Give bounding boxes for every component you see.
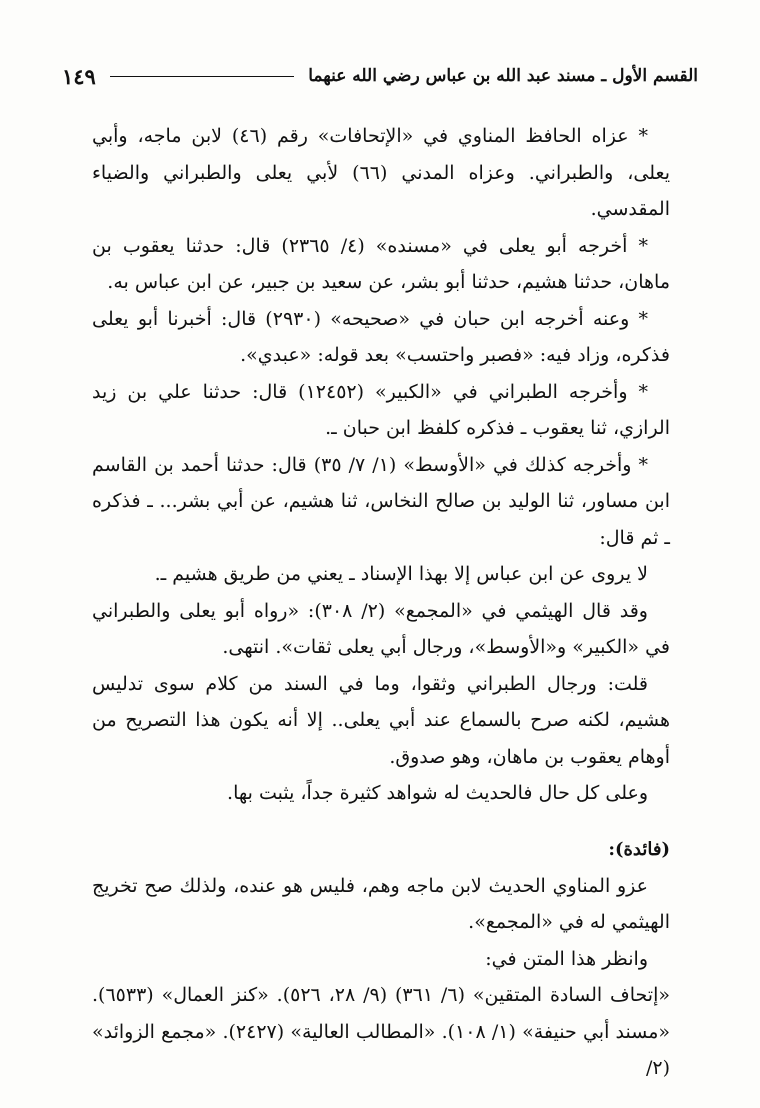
faida-label: (فائدة): bbox=[608, 838, 670, 860]
faida-paragraph-3: «إتحاف السادة المتقين» (٦/ ٣٦١) (٩/ ٢٨، ٥٢٦). «كنز العمال» (٦٥٣٣). «مسند أبي حنيفة» (١/ ١٠٨). «المطالب العالية» (٢٤٢٧). «مجمع الزوائد» (٢/ bbox=[92, 984, 671, 1079]
paragraph-7: وقد قال الهيثمي في «المجمع» (٢/ ٣٠٨): «رواه أبو يعلى والطبراني في «الكبير» و«الأوسط»، ورجال أبي يعلى ثقات». انتهى. bbox=[92, 599, 670, 658]
page-body bbox=[92, 118, 670, 1087]
header-rule bbox=[110, 76, 294, 77]
paragraph-9: وعلى كل حال فالحديث له شواهد كثيرة جداً، يثبت بها. bbox=[227, 782, 648, 804]
paragraph-1: * عزاه الحافظ المناوي في «الإتحافات» رقم (٤٦) لابن ماجه، وأبي يعلى، والطبراني. وعزاه المدني (٦٦) لأبي يعلى والطبراني والضياء المقدسي. bbox=[92, 125, 670, 220]
page-header bbox=[62, 58, 698, 94]
paragraph-8: قلت: ورجال الطبراني وثقوا، وما في السند من كلام سوى تدليس هشيم، لكنه صرح بالسماع عند أبي يعلى.. إلا أنه يكون هذا التصريح من أوهام يعقوب بن ماهان، وهو صدوق. bbox=[92, 672, 670, 768]
page-number: ١٤٩ bbox=[62, 63, 96, 89]
paragraph-5: * وأخرجه كذلك في «الأوسط» (١/ ٧/ ٣٥) قال: حدثنا أحمد بن القاسم ابن مساور، ثنا الوليد بن صالح النخاس، ثنا هشيم، عن أبي بشر... ـ فذكره ـ ثم قال: bbox=[92, 453, 670, 549]
paragraph-3: * وعنه أخرجه ابن حبان في «صحيحه» (٢٩٣٠) قال: أخبرنا أبو يعلى فذكره، وزاد فيه: «فصبر واحتسب» بعد قوله: «عبدي». bbox=[92, 307, 670, 366]
paragraph-6: لا يروى عن ابن عباس إلا بهذا الإسناد ـ يعني من طريق هشيم ـ. bbox=[154, 563, 648, 585]
section-gap bbox=[92, 812, 670, 826]
faida-paragraph-1: عزو المناوي الحديث لابن ماجه وهم، فليس هو عنده، ولذلك صح تخريج الهيثمي له في «المجمع». bbox=[92, 874, 670, 933]
faida-paragraph-2: وانظر هذا المتن في: bbox=[485, 947, 648, 970]
paragraph-4: * وأخرجه الطبراني في «الكبير» (١٢٤٥٢) قال: حدثنا علي بن زيد الرازي، ثنا يعقوب ـ فذكره كلفظ ابن حبان ـ. bbox=[92, 380, 670, 439]
running-title: القسم الأول ـ مسند عبد الله بن عباس رضي الله عنهما bbox=[308, 66, 698, 86]
paragraph-2: * أخرجه أبو يعلى في «مسنده» (٤/ ٢٣٦٥) قال: حدثنا يعقوب بن ماهان، حدثنا هشيم، حدثنا أبو بشر، عن سعيد بن جبير، عن ابن عباس به. bbox=[92, 234, 670, 293]
